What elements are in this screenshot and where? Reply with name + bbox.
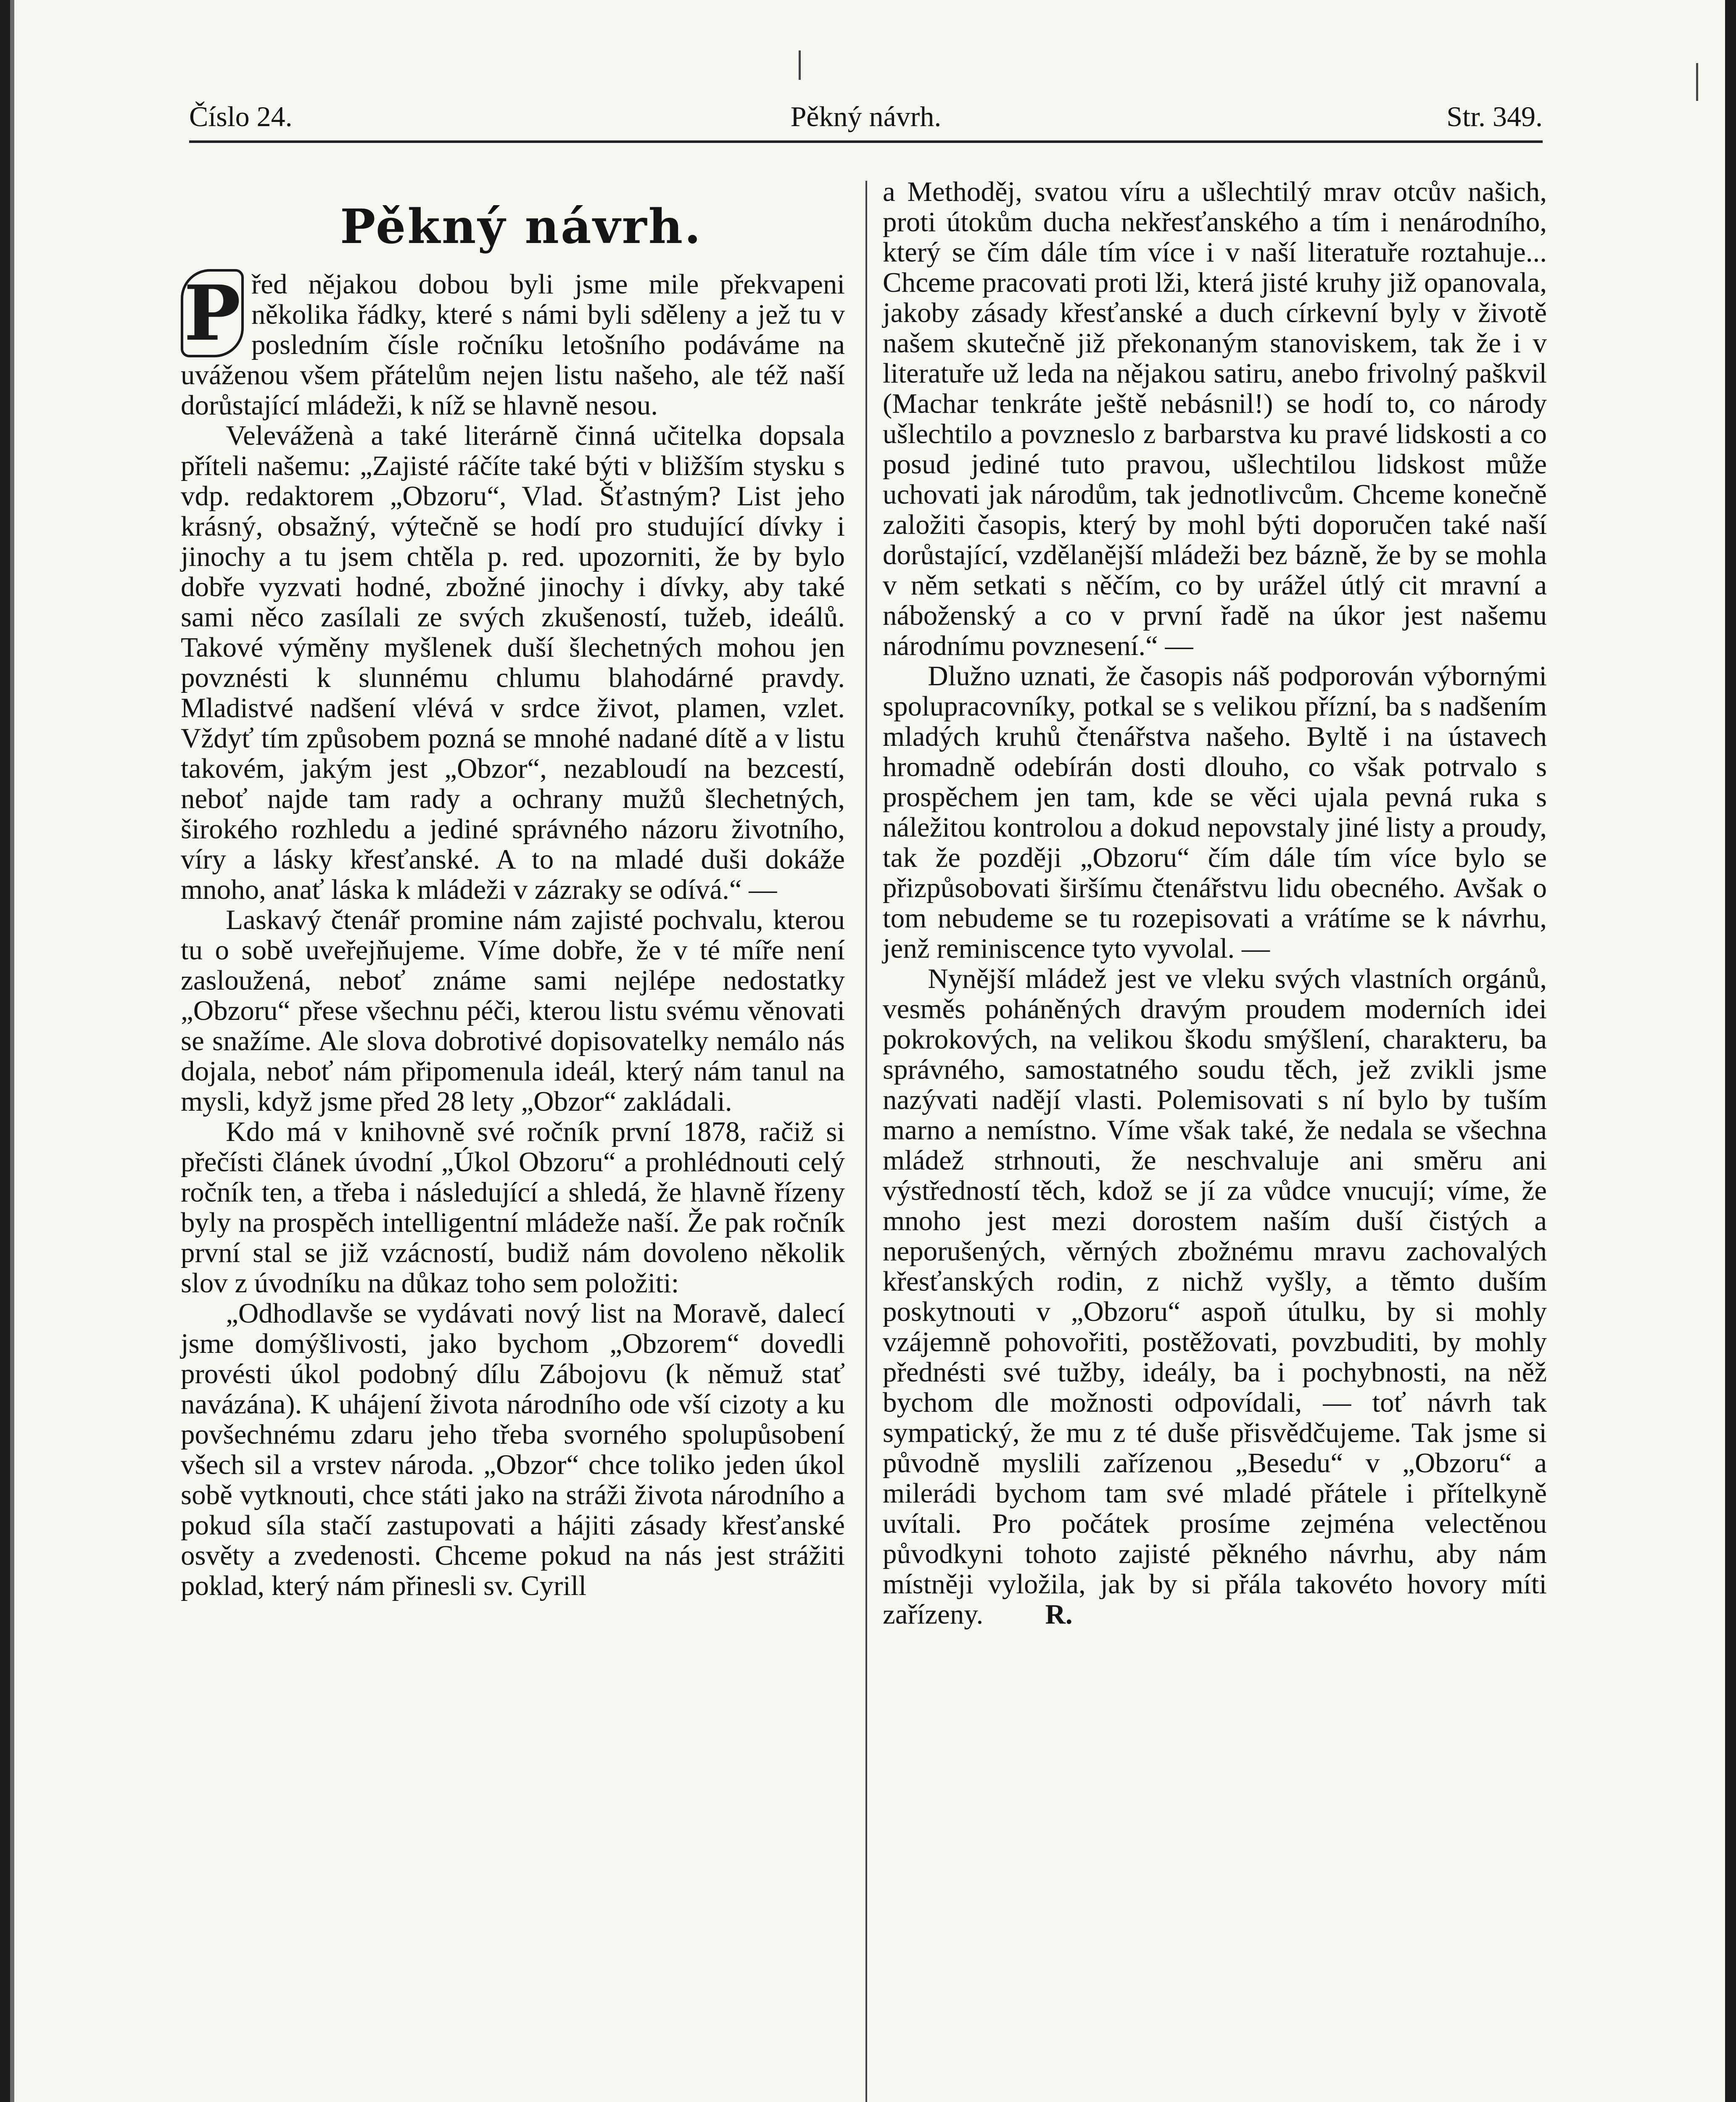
- paragraph-text: Nynější mládež jest ve vleku svých vlastních orgánů, vesměs poháněných dravým proudem moderních idei pokrokových, na velikou škodu smýšlení, charakteru, ba správného, samostatného soudu těch, jež zvikli jsme nazývati nadějí vlasti. Polemisovati s ní bylo by tuším marno a nemístno. Víme však také, že nedala se všechna mládež strhnouti, že neschvaluje ani směru ani výstředností těch, kdož se jí za vůdce vnucují; víme, že mnoho jest mezi dorostem naším duší čistých a neporušených, věrných zbožnému mravu zachovalých křesťanských rodin, z nichž vyšly, a těmto duším poskytnouti v „Obzoru“ aspoň útulku, by si mohly vzájemně pohovořiti, postěžovati, povzbuditi, by mohly přednésti své tužby, ideály, ba i pochybnosti, na něž bychom dle možnosti odpovídali, — toť návrh tak sympatický, že mu z té duše přisvědčujeme. Tak jsme si původně myslili zařízenou „Besedu“ v „Obzoru“ a milerádi bychom tam své mladé přátele i přítelkyně uvítali. Pro počátek prosíme zejména velectěnou původkyni tohoto zajisté pěkného návrhu, aby nám místněji vyložila, jak by si přála takovéto hovory míti zařízeny.: [883, 963, 1547, 1630]
- left-column: [181, 269, 845, 2102]
- article-title: Pěkný návrh.: [340, 199, 703, 254]
- paragraph: Kdo má v knihovně své ročník první 1878, račiž si přečísti článek úvodní „Úkol Obzoru“ a prohlédnouti celý ročník ten, a třeba i následující a shledá, že hlavně řízeny byly na prospěch intelligentní mládeže naší. Že pak ročník první stal se již vzácností, budiž nám dovoleno několik slov z úvodníku na důkaz toho sem položiti:: [181, 1116, 845, 1299]
- scan-edge-left: [0, 0, 10, 2102]
- scan-edge-right: [1725, 0, 1736, 2102]
- header-rule: [189, 140, 1543, 143]
- paragraph: Laskavý čtenář promine nám zajisté pochvalu, kterou tu o sobě uveřejňujeme. Víme dobře, že v té míře není zasloužená, neboť známe sami nejlépe nedostatky „Obzoru“ přese všechnu péči, kterou listu svému věnovati se snažíme. Ale slova dobrotivé dopisovatelky nemálo nás dojala, neboť nám připomenula ideál, který nám tanul na mysli, když jsme před 28 lety „Obzor“ zakládali.: [181, 904, 845, 1117]
- paragraph: „Odhodlavše se vydávati nový list na Moravě, dalecí jsme domýšlivosti, jako bychom „Obzorem“ dovedli provésti úkol podobný dílu Zábojovu (k němuž stať navázána). K uhájení života národního ode vší cizoty a ku povšechnému zdaru jeho třeba svorného spolupůsobení všech sil a vrstev národa. „Obzor“ chce toliko jeden úkol sobě vytknouti, chce státi jako na stráži života národního a pokud síla stačí zastupovati a hájiti zásady křesťanské osvěty a zvedenosti. Chceme pokud na nás jest strážiti poklad, který nám přinesli sv. Cyrill: [181, 1298, 845, 1601]
- running-header: [189, 100, 1543, 142]
- scan-mark: [1696, 63, 1698, 101]
- paragraph: [181, 269, 845, 420]
- issue-number: Číslo 24.: [189, 100, 293, 132]
- author-signature: R.: [1045, 1599, 1073, 1630]
- page-number: Str. 349.: [1446, 100, 1543, 132]
- paragraph: [883, 964, 1547, 1629]
- paragraph: Veleváženà a také literárně činná učitelka dopsala příteli našemu: „Zajisté ráčíte také býti v bližším stysku s vdp. redaktorem „Obzoru“, Vlad. Šťastným? List jeho krásný, obsažný, výtečně se hodí pro studující dívky i jinochy a tu jsem chtěla p. red. upozorniti, že by bylo dobře vyzvati hodné, zbožné jinochy i dívky, aby také sami něco zasílali ze svých zkušeností, tužeb, ideálů. Takové výměny myšlenek duší šlechetných mohou jen povznésti k slunnému chlumu blahodárné pravdy. Mladistvé nadšení vlévá v srdce život, plamen, vzlet. Vždyť tím způsobem pozná se mnohé nadané dítě a v listu takovém, jakým jest „Obzor“, nezabloudí na bezcestí, neboť najde tam rady a ochrany mužů šlechetných, širokého rozhledu a jediné správného názoru životního, víry a lásky křesťanské. A to na mladé duši dokáže mnoho, anať láska k mládeži v zázraky se odívá.“ —: [181, 420, 845, 905]
- paragraph: Dlužno uznati, že časopis náš podporován výbornými spolupracovníky, potkal se s velikou přízní, ba s nadšením mladých kruhů čtenářstva našeho. Byltě i na ústavech hromadně odebírán dosti dlouho, co však potrvalo s prospěchem jen tam, kde se věci ujala pevná ruka s náležitou kontrolou a dokud nepovstaly jiné listy a proudy, tak že později „Obzoru“ čím dále tím více bylo se přizpůsobovati širšímu čtenářstvu lidu obecného. Avšak o tom nebudeme se tu rozepisovati a vrátíme se k návrhu, jenž reminiscence tyto vyvolal. —: [883, 660, 1547, 964]
- scan-mark: [799, 50, 801, 80]
- running-title: Pěkný návrh.: [790, 100, 942, 132]
- paragraph-text: řed nějakou dobou byli jsme mile překvapeni několika řádky, které s námi byli sděleny a jež tu v posledním čísle ročníku letošního podáváme na uváženou všem přátelům nejen listu našeho, ale též naší dorůstající mládeži, k níž se hlavně nesou.: [181, 269, 845, 421]
- right-column: [883, 177, 1547, 2102]
- column-rule: [865, 181, 867, 2102]
- scan-edge-inner: [10, 0, 14, 2102]
- drop-cap: P: [181, 269, 244, 357]
- paragraph: a Methoděj, svatou víru a ušlechtilý mrav otcův našich, proti útokům ducha nekřesťanského a tím i nenárodního, který se čím dále tím více i v naší literatuře roztahuje... Chceme pracovati proti lži, která jisté kruhy již opanovala, jakoby zásady křesťanské a duch církevní byly v životě našem skutečně již překonaným stanoviskem, tak že i v literatuře už leda na nějakou satiru, anebo frivolný paškvil (Machar tenkráte ještě nebásnil!) se hodí to, co národy ušlechtilo a povzneslo z barbarstva ku pravé lidskosti a co posud jediné tuto pravou, ušlechtilou lidskost může uchovati jak národům, tak jednotlivcům. Chceme konečně založiti časopis, který by mohl býti doporučen také naší dorůstající, vzdělanější mládeži bez bázně, že by se mohla v něm setkati s něčím, co by urážel útlý cit mravní a náboženský a co v první řadě na úkor jest našemu národnímu povznesení.“ —: [883, 176, 1547, 661]
